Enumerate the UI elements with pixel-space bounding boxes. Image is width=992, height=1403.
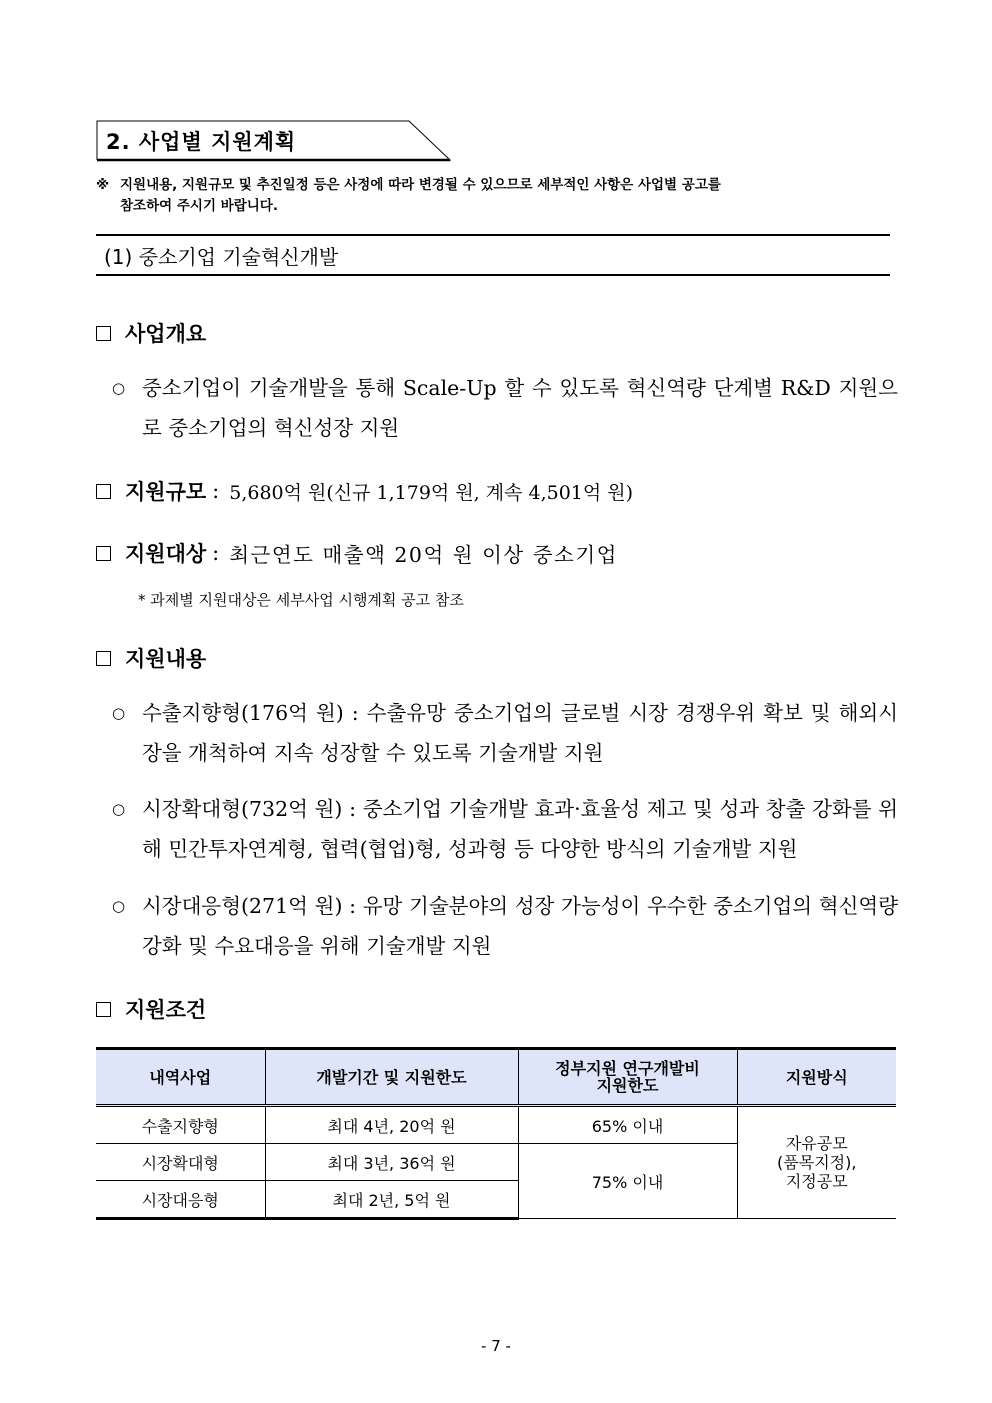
notice-text bbox=[96, 175, 896, 217]
scale-heading bbox=[96, 476, 633, 506]
content-item-expansion bbox=[112, 789, 898, 869]
circle-bullet-icon: ○ bbox=[112, 379, 126, 397]
checkbox-square-icon bbox=[96, 1002, 111, 1017]
cell-gov-limit: 75% 이내 bbox=[518, 1144, 737, 1219]
cell-program: 시장확대형 bbox=[96, 1144, 265, 1181]
notice-line-1: 지원내용, 지원규모 및 추진일정 등은 사정에 따라 변경될 수 있으므로 세부적인 사항은 사업별 공고를 bbox=[120, 177, 721, 193]
subsection-title: (1) 중소기업 기술혁신개발 bbox=[104, 245, 339, 269]
column-header-period: 개발기간 및 지원한도 bbox=[265, 1049, 518, 1106]
scale-heading-label: 지원규모 bbox=[125, 480, 207, 504]
checkbox-square-icon bbox=[96, 326, 111, 341]
target-heading-label: 지원대상 bbox=[125, 542, 207, 566]
target-heading bbox=[96, 538, 618, 568]
content-item-text: 시장대응형(271억 원) : 유망 기술분야의 성장 가능성이 우수한 중소기업의 혁신역량 강화 및 수요대응을 위해 기술개발 지원 bbox=[142, 894, 898, 958]
column-header-program: 내역사업 bbox=[96, 1049, 265, 1106]
target-footnote: * 과제별 지원대상은 세부사업 시행계획 공고 참조 bbox=[138, 591, 464, 609]
cell-period: 최대 4년, 20억 원 bbox=[265, 1106, 518, 1144]
cell-period: 최대 3년, 36억 원 bbox=[265, 1144, 518, 1181]
page-number: - 7 - bbox=[481, 1337, 511, 1355]
target-separator: : bbox=[212, 541, 220, 565]
cell-period: 최대 2년, 5억 원 bbox=[265, 1181, 518, 1219]
cell-program: 시장대응형 bbox=[96, 1181, 265, 1219]
section-title: 2. 사업별 지원계획 bbox=[106, 130, 297, 154]
overview-heading bbox=[96, 318, 206, 348]
checkbox-square-icon bbox=[96, 484, 111, 499]
method-line-2: (품목지정), bbox=[777, 1153, 857, 1172]
content-heading-label: 지원내용 bbox=[125, 647, 207, 671]
circle-bullet-icon: ○ bbox=[112, 800, 126, 818]
cell-method bbox=[737, 1106, 896, 1219]
content-item-text: 시장확대형(732억 원) : 중소기업 기술개발 효과·효율성 제고 및 성과 창출 강화를 위해 민간투자연계형, 협력(협업)형, 성과형 등 다양한 방식의 기술개발 지원 bbox=[142, 797, 898, 861]
method-line-1: 자유공모 bbox=[785, 1134, 848, 1153]
reference-mark-icon: ※ bbox=[96, 177, 110, 193]
column-header-method: 지원방식 bbox=[737, 1049, 896, 1106]
table-row bbox=[96, 1106, 896, 1144]
column-header-gov-limit bbox=[518, 1049, 737, 1106]
method-line-3: 지정공모 bbox=[785, 1172, 848, 1191]
checkbox-square-icon bbox=[96, 651, 111, 666]
content-item-response bbox=[112, 886, 898, 966]
checkbox-square-icon bbox=[96, 546, 111, 561]
conditions-table bbox=[96, 1047, 896, 1220]
subsection-heading bbox=[96, 234, 890, 276]
target-value: 최근연도 매출액 20억 원 이상 중소기업 bbox=[229, 543, 618, 567]
cell-program: 수출지향형 bbox=[96, 1106, 265, 1144]
scale-separator: : bbox=[212, 479, 220, 503]
overview-heading-label: 사업개요 bbox=[125, 322, 207, 346]
content-item-export bbox=[112, 693, 898, 773]
column-header-gov-limit-line2: 지원한도 bbox=[596, 1076, 659, 1095]
circle-bullet-icon: ○ bbox=[112, 704, 126, 722]
circle-bullet-icon: ○ bbox=[112, 897, 126, 915]
content-heading bbox=[96, 643, 206, 673]
column-header-gov-limit-line1: 정부지원 연구개발비 bbox=[555, 1059, 700, 1078]
section-tab-heading bbox=[96, 120, 450, 160]
cell-gov-limit: 65% 이내 bbox=[518, 1106, 737, 1144]
table-header-row bbox=[96, 1049, 896, 1106]
notice-line-2: 참조하여 주시기 바랍니다. bbox=[120, 198, 278, 214]
conditions-heading-label: 지원조건 bbox=[125, 998, 207, 1022]
scale-value: 5,680억 원(신규 1,179억 원, 계속 4,501억 원) bbox=[229, 481, 634, 504]
content-item-text: 수출지향형(176억 원) : 수출유망 중소기업의 글로벌 시장 경쟁우위 확보 및 해외시장을 개척하여 지속 성장할 수 있도록 기술개발 지원 bbox=[142, 701, 898, 765]
overview-text: 중소기업이 기술개발을 통해 Scale-Up 할 수 있도록 혁신역량 단계별 R&D 지원으로 중소기업의 혁신성장 지원 bbox=[142, 376, 898, 440]
conditions-heading bbox=[96, 994, 206, 1024]
overview-paragraph bbox=[112, 368, 898, 448]
